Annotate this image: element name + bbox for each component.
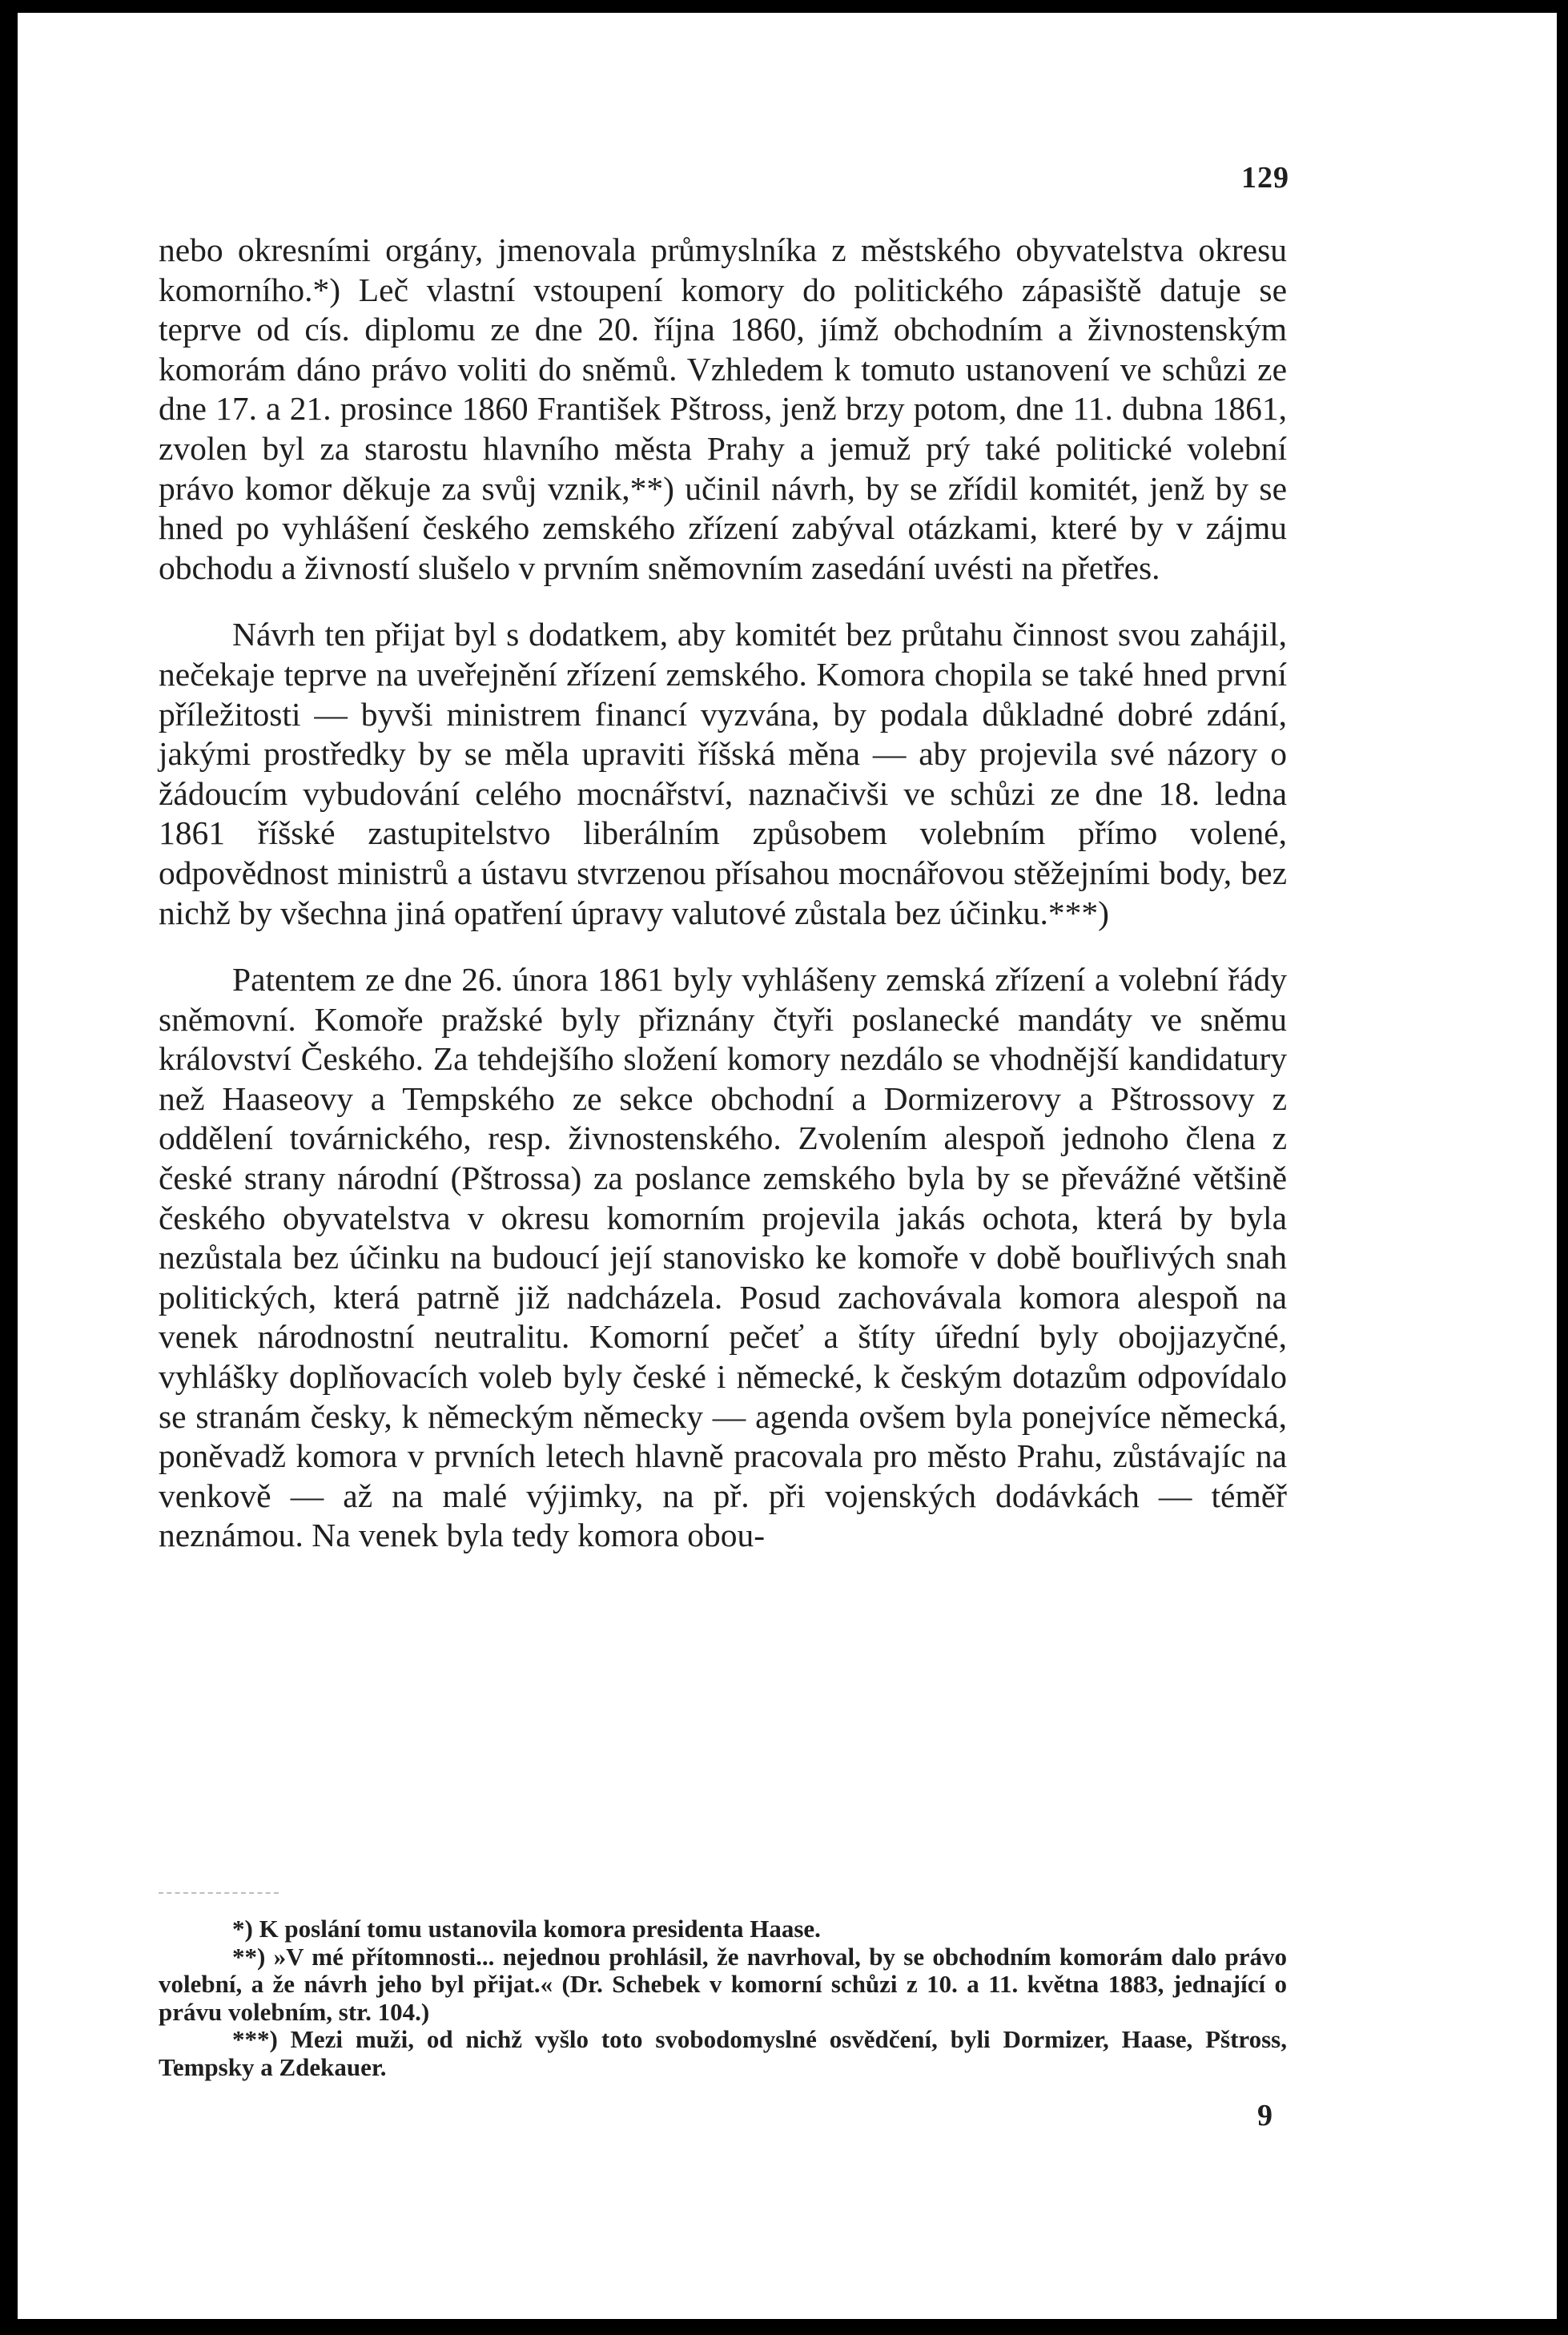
paragraph-2: Návrh ten přijat byl s dodatkem, aby komitét bez průtahu činnost svou zahájil, nečekaje teprve na uveřejnění zřízení zemského. Komora chopila se také hned první příležitosti — byvši ministrem financí vyzvána, by podala důkladné dobré zdání, jakými prostředky by se měla upraviti říšská měna — aby projevila své názory o žádoucím vybudování celého mocnářství, naznačivši ve schůzi ze dne 18. ledna 1861 říšské zastupitelstvo liberálním způsobem volebním přímo volené, odpovědnost ministrů a ústavu stvrzenou přísahou mocnářovou stěžejními body, bez nichž by všechna jiná opatření úpravy valutové zůstala bez účinku.***) (159, 616, 1287, 931)
paragraph-3: Patentem ze dne 26. února 1861 byly vyhlášeny zemská zřízení a volební řády sněmovní. Komoře pražské byly přiznány čtyři poslanecké mandáty ve sněmu království Českého. Za tehdejšího složení komory nezdálo se vhodnější kandidatury než Haaseovy a Tempského ze sekce obchodní a Dormizerovy a Pštrossovy z oddělení továrnického, resp. živnostenského. Zvolením alespoň jednoho člena z české strany národní (Pštrossa) za poslance zemského byla by se převážné většině českého obyvatelstva v okresu komorním projevila jakás ochota, která by byla nezůstala bez účinku na budoucí její stanovisko ke komoře v době bouřlivých snah politických, která patrně již nadcházela. Posud zachovávala komora alespoň na venek národnostní neutralitu. Komorní pečeť a štíty úřední byly obojjazyčné, vyhlášky doplňovacích voleb byly české i německé, k českým dotazům odpovídalo se stranám česky, k německým německy — agenda ovšem byla ponejvíce německá, poněvadž komora v prvních letech hlavně pracovala pro město Prahu, zůstávajíc na venkově — až na malé výjimky, na př. při vojenských dodávkách — téměř neznámou. Na venek byla tedy komora obou- (159, 961, 1287, 1554)
main-text (159, 231, 1287, 1556)
footnote-1: *) K poslání tomu ustanovila komora presidenta Haase. (232, 1915, 821, 1943)
page-number: 129 (1241, 161, 1289, 195)
footnote-separator (159, 1892, 279, 1894)
printer-signature-mark: 9 (1257, 2099, 1272, 2132)
paragraph-1: nebo okresními orgány, jmenovala průmyslníka z městského obyvatelstva okresu komorního.*) Leč vlastní vstoupení komory do politického zápasiště datuje se teprve od cís. diplomu ze dne 20. října 1860, jímž obchodním a živnostenským komorám dáno právo voliti do sněmů. Vzhledem k tomuto ustanovení ve schůzi ze dne 17. a 21. prosince 1860 František Pštross, jenž brzy potom, dne 11. dubna 1861, zvolen byl za starostu hlavního města Prahy a jemuž prý také politické volební právo komor děkuje za svůj vznik,**) učinil návrh, by se zřídil komitét, jenž by se hned po vyhlášení českého zemského zřízení zabýval otázkami, které by v zájmu obchodu a živností slušelo v prvním sněmovním zasedání uvésti na přetřes. (159, 231, 1287, 586)
footnote-3: ***) Mezi muži, od nichž vyšlo toto svobodomyslné osvědčení, byli Dormizer, Haase, Pštross, Tempsky a Zdekauer. (159, 2025, 1287, 2081)
book-page (18, 13, 1557, 2319)
footnote-2: **) »V mé přítomnosti... nejednou prohlásil, že navrhoval, by se obchodním komorám dalo právo volební, a že návrh jeho byl přijat.« (Dr. Schebek v komorní schůzi z 10. a 11. května 1883, jednající o právu volebním, str. 104.) (159, 1942, 1287, 2026)
footnotes (159, 1915, 1287, 2081)
